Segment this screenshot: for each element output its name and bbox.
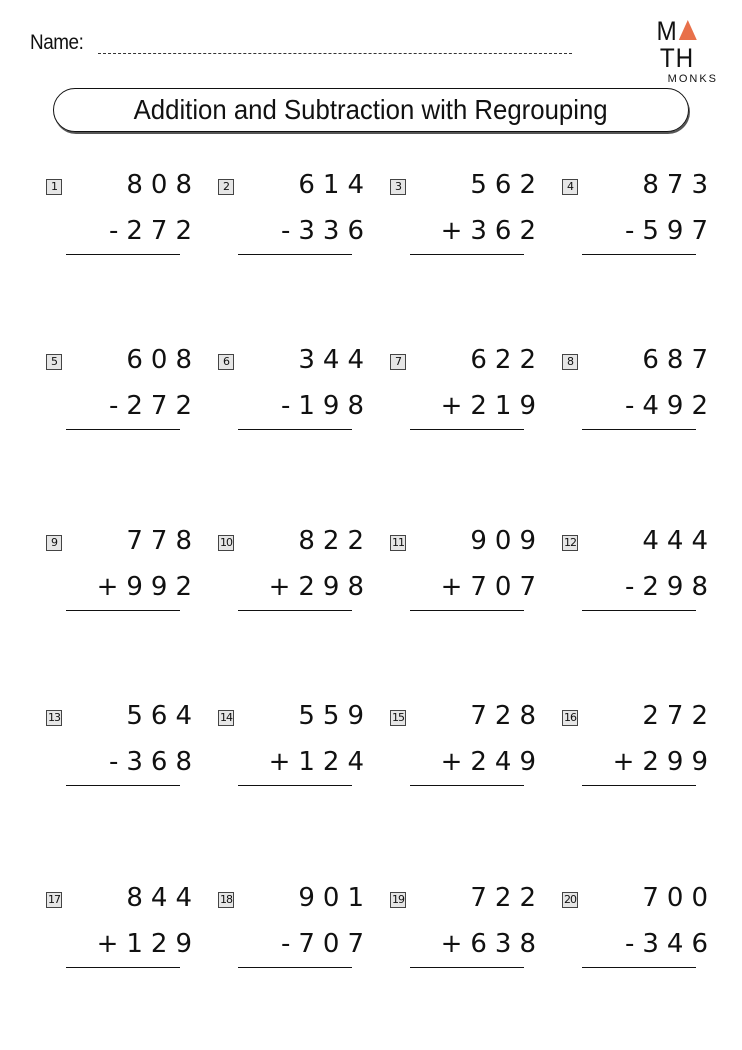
- problem-7: [390, 345, 550, 435]
- problem-number: 12: [564, 536, 576, 549]
- problem-number: 7: [390, 354, 406, 370]
- bottom-operand-row: [80, 572, 200, 602]
- operator: -: [108, 747, 127, 777]
- operator: +: [440, 216, 471, 246]
- problem-10: [218, 526, 378, 616]
- problem-number: 1: [46, 179, 62, 195]
- top-operand: 700: [642, 883, 716, 913]
- answer-line: [238, 967, 352, 968]
- problem-9: [46, 526, 206, 616]
- problem-17: [46, 883, 206, 973]
- bottom-operand: 597: [642, 216, 716, 246]
- operator: +: [612, 747, 643, 777]
- top-operand: 687: [642, 345, 716, 375]
- bottom-operand-row: [424, 572, 544, 602]
- answer-line: [66, 429, 180, 430]
- operator: -: [280, 216, 299, 246]
- top-operand: 728: [470, 701, 544, 731]
- bottom-operand-row: [596, 391, 716, 421]
- top-operand: 844: [126, 883, 200, 913]
- bottom-operand: 249: [470, 747, 544, 777]
- answer-line: [410, 610, 524, 611]
- triangle-icon: [679, 20, 697, 40]
- problem-19: [390, 883, 550, 973]
- operator: +: [96, 572, 127, 602]
- problem-number: 14: [220, 711, 232, 724]
- bottom-operand: 638: [470, 929, 544, 959]
- problem-number: 6: [218, 354, 234, 370]
- operator: +: [440, 747, 471, 777]
- answer-line: [410, 785, 524, 786]
- worksheet-title: Addition and Subtraction with Regrouping: [53, 88, 689, 132]
- top-operand: 622: [470, 345, 544, 375]
- operator: +: [96, 929, 127, 959]
- problem-18: [218, 883, 378, 973]
- problem-number: 3: [390, 179, 406, 195]
- problem-14: [218, 701, 378, 791]
- answer-line: [66, 967, 180, 968]
- operator: +: [440, 929, 471, 959]
- problem-1: [46, 170, 206, 260]
- bottom-operand: 272: [126, 216, 200, 246]
- bottom-operand-row: [424, 391, 544, 421]
- bottom-operand-row: [252, 747, 372, 777]
- answer-line: [238, 429, 352, 430]
- top-operand: 444: [642, 526, 716, 556]
- problem-11: [390, 526, 550, 616]
- problem-12: [562, 526, 722, 616]
- answer-line: [410, 429, 524, 430]
- problem-13: [46, 701, 206, 791]
- problem-number: 16: [564, 711, 576, 724]
- problem-number: 11: [392, 536, 404, 549]
- bottom-operand: 707: [298, 929, 372, 959]
- bottom-operand: 272: [126, 391, 200, 421]
- answer-line: [410, 967, 524, 968]
- answer-line: [238, 785, 352, 786]
- answer-line: [582, 785, 696, 786]
- answer-line: [410, 254, 524, 255]
- answer-line: [66, 785, 180, 786]
- problem-3: [390, 170, 550, 260]
- operator: +: [440, 391, 471, 421]
- top-operand: 822: [298, 526, 372, 556]
- operator: +: [268, 747, 299, 777]
- top-operand: 608: [126, 345, 200, 375]
- top-operand: 344: [298, 345, 372, 375]
- problem-6: [218, 345, 378, 435]
- bottom-operand: 336: [298, 216, 372, 246]
- bottom-operand-row: [596, 929, 716, 959]
- answer-line: [582, 610, 696, 611]
- bottom-operand-row: [80, 747, 200, 777]
- logo-subtext: MONKS: [667, 73, 718, 85]
- bottom-operand: 492: [642, 391, 716, 421]
- operator: -: [108, 391, 127, 421]
- bottom-operand-row: [252, 391, 372, 421]
- top-operand: 559: [298, 701, 372, 731]
- bottom-operand: 124: [298, 747, 372, 777]
- bottom-operand: 129: [126, 929, 200, 959]
- problem-number: 4: [562, 179, 578, 195]
- operator: +: [440, 572, 471, 602]
- bottom-operand-row: [424, 929, 544, 959]
- bottom-operand: 992: [126, 572, 200, 602]
- top-operand: 562: [470, 170, 544, 200]
- top-operand: 778: [126, 526, 200, 556]
- problem-number: 8: [562, 354, 578, 370]
- bottom-operand: 368: [126, 747, 200, 777]
- problem-15: [390, 701, 550, 791]
- bottom-operand-row: [252, 572, 372, 602]
- logo-text: M: [656, 16, 678, 46]
- bottom-operand-row: [596, 572, 716, 602]
- top-operand: 901: [298, 883, 372, 913]
- problem-number: 19: [392, 893, 404, 906]
- bottom-operand-row: [596, 747, 716, 777]
- answer-line: [582, 967, 696, 968]
- bottom-operand-row: [424, 747, 544, 777]
- problem-number: 18: [220, 893, 232, 906]
- top-operand: 614: [298, 170, 372, 200]
- problem-8: [562, 345, 722, 435]
- problem-5: [46, 345, 206, 435]
- operator: -: [624, 216, 643, 246]
- bottom-operand: 298: [642, 572, 716, 602]
- bottom-operand-row: [424, 216, 544, 246]
- bottom-operand: 219: [470, 391, 544, 421]
- problem-number: 17: [48, 893, 60, 906]
- bottom-operand: 198: [298, 391, 372, 421]
- problem-2: [218, 170, 378, 260]
- answer-line: [582, 429, 696, 430]
- bottom-operand-row: [252, 929, 372, 959]
- operator: -: [624, 929, 643, 959]
- operator: -: [624, 572, 643, 602]
- problem-number: 20: [564, 893, 576, 906]
- bottom-operand: 362: [470, 216, 544, 246]
- answer-line: [66, 254, 180, 255]
- bottom-operand: 707: [470, 572, 544, 602]
- answer-line: [66, 610, 180, 611]
- top-operand: 808: [126, 170, 200, 200]
- problem-16: [562, 701, 722, 791]
- problem-number: 15: [392, 711, 404, 724]
- operator: -: [624, 391, 643, 421]
- top-operand: 722: [470, 883, 544, 913]
- bottom-operand-row: [252, 216, 372, 246]
- math-monks-logo: [636, 18, 718, 85]
- problem-number: 13: [48, 711, 60, 724]
- problem-number: 10: [220, 536, 232, 549]
- bottom-operand: 299: [642, 747, 716, 777]
- name-label: Name:: [30, 31, 84, 54]
- bottom-operand-row: [596, 216, 716, 246]
- bottom-operand-row: [80, 216, 200, 246]
- answer-line: [238, 610, 352, 611]
- logo-text: TH: [659, 43, 695, 73]
- problem-20: [562, 883, 722, 973]
- operator: +: [268, 572, 299, 602]
- top-operand: 873: [642, 170, 716, 200]
- top-operand: 909: [470, 526, 544, 556]
- problem-number: 9: [46, 535, 62, 551]
- answer-line: [582, 254, 696, 255]
- operator: -: [280, 929, 299, 959]
- bottom-operand-row: [80, 929, 200, 959]
- bottom-operand: 298: [298, 572, 372, 602]
- top-operand: 272: [642, 701, 716, 731]
- problem-number: 5: [46, 354, 62, 370]
- answer-line: [238, 254, 352, 255]
- operator: -: [280, 391, 299, 421]
- top-operand: 564: [126, 701, 200, 731]
- name-field[interactable]: [98, 53, 572, 54]
- bottom-operand: 346: [642, 929, 716, 959]
- bottom-operand-row: [80, 391, 200, 421]
- operator: -: [108, 216, 127, 246]
- problem-4: [562, 170, 722, 260]
- problem-number: 2: [218, 179, 234, 195]
